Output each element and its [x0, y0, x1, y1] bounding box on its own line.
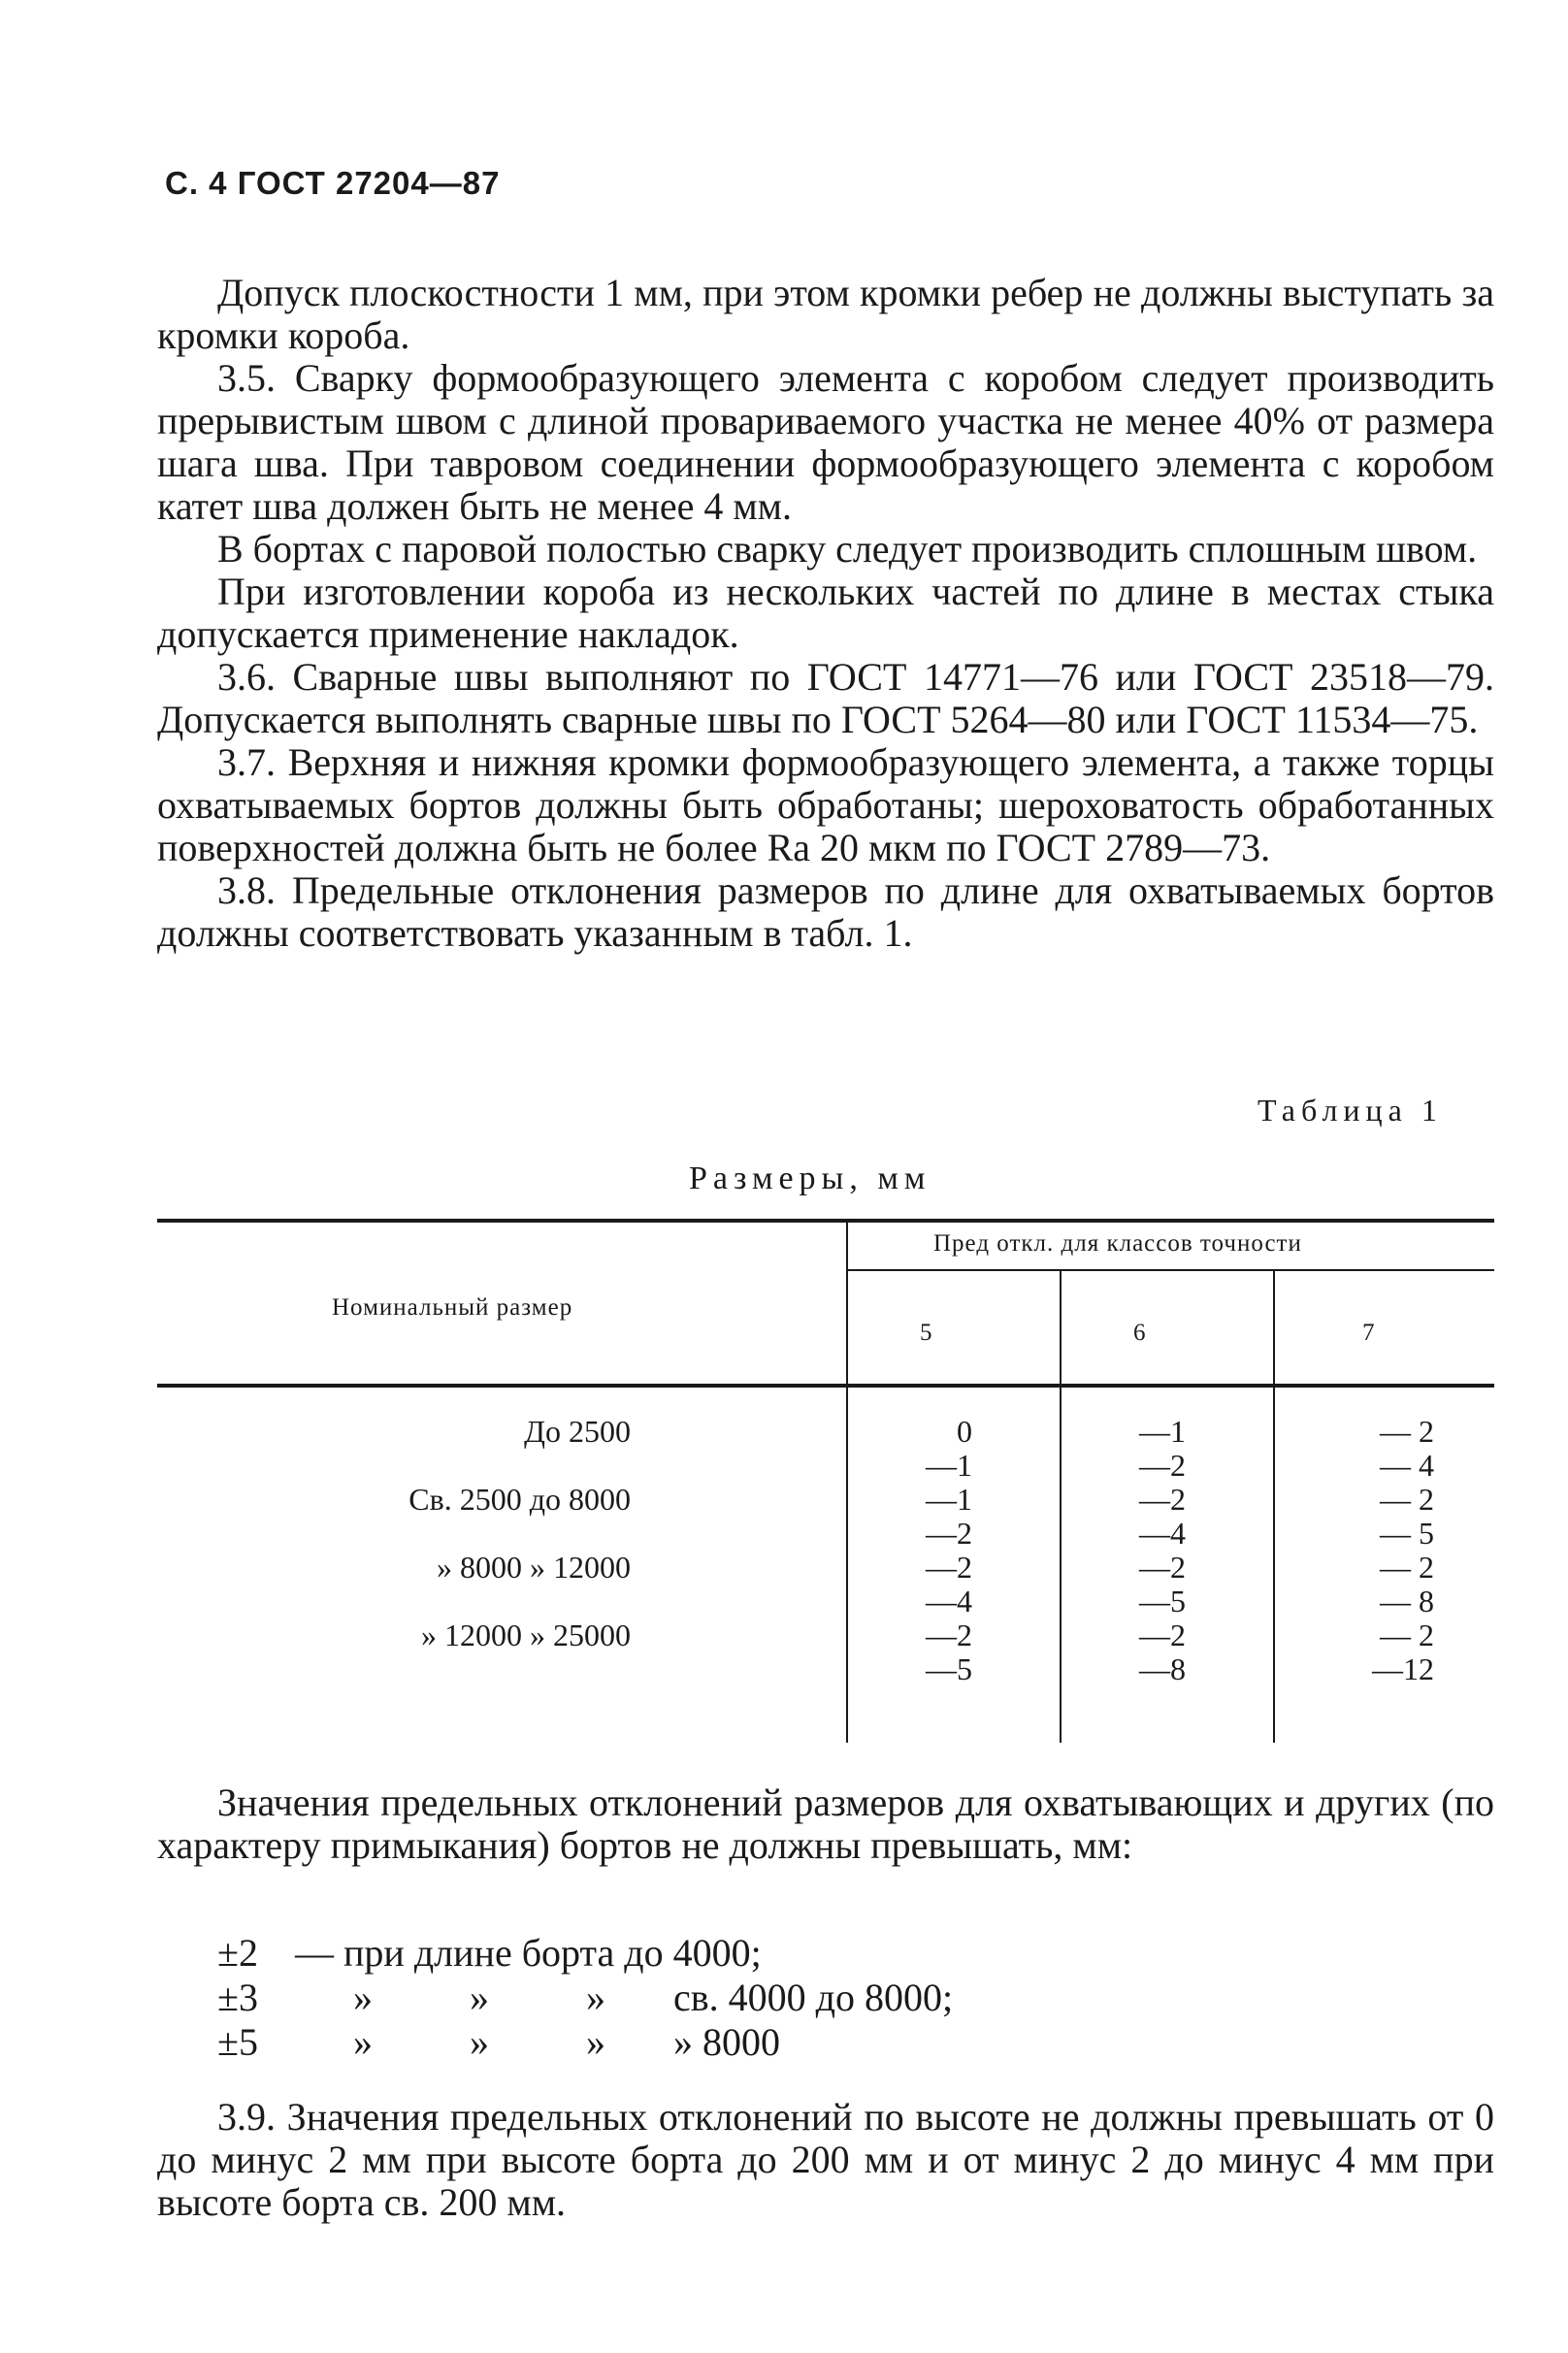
ditto-3b: »	[470, 2020, 489, 2064]
cell-r4-c7-upper: — 2	[1380, 1618, 1434, 1652]
nominal-row-1: До 2500	[524, 1414, 631, 1449]
paragraph-3-8: 3.8. Предельные отклонения размеров по длине для охватываемых бортов должны соответствовать указанным в табл. 1.	[157, 868, 1494, 955]
ditto-3c: »	[586, 2020, 605, 2064]
cell-r2-c7-upper: — 2	[1380, 1482, 1434, 1517]
cell-r3-c6-lower: —5	[1139, 1584, 1186, 1618]
cell-r3-c7-upper: — 2	[1380, 1550, 1434, 1585]
after-table-text	[157, 1781, 1494, 1867]
deviation-value-1: ±2	[217, 1931, 258, 1975]
cell-r1-c6-lower: —2	[1139, 1448, 1186, 1483]
nominal-row-3: » 8000 » 12000	[437, 1550, 631, 1585]
cell-r3-c6-upper: —2	[1139, 1550, 1186, 1585]
cell-r3-c5-lower: —4	[926, 1584, 972, 1618]
paragraph-after-table: Значения предельных отклонений размеров для охватывающих и других (по характеру примыкания) бортов не должны превышать, мм:	[157, 1781, 1494, 1867]
table-group-rule	[848, 1269, 1494, 1271]
table-vline-1	[846, 1219, 848, 1743]
table-vline-2	[1060, 1269, 1062, 1743]
table-header-rule	[157, 1384, 1494, 1388]
cell-r1-c5-upper: 0	[957, 1414, 972, 1449]
cell-r3-c5-upper: —2	[926, 1550, 972, 1585]
ditto-2c: »	[586, 1976, 605, 2019]
nominal-row-4: » 12000 » 25000	[421, 1618, 631, 1652]
nominal-row-2: Св. 2500 до 8000	[408, 1482, 631, 1517]
cell-r1-c5-lower: —1	[926, 1448, 972, 1483]
deviation-text-1: — при длине борта до 4000;	[295, 1931, 762, 1975]
cell-r4-c7-lower: —12	[1372, 1651, 1434, 1686]
deviation-value-3: ±5	[217, 2020, 258, 2064]
deviation-line-1	[217, 1931, 762, 1976]
paragraph-3-9: 3.9. Значения предельных отклонений по высоте не должны превышать от 0 до минус 2 мм при высоте борта до 200 мм и от минус 2 до минус 4 мм при высоте борта св. 200 мм.	[157, 2095, 1494, 2224]
header-class-6: 6	[1133, 1320, 1147, 1346]
table-vline-3	[1273, 1269, 1275, 1743]
cell-r1-c7-upper: — 2	[1380, 1414, 1434, 1449]
paragraph-1: Допуск плоскостности 1 мм, при этом кромки ребер не должны выступать за кромки короба.	[157, 271, 1494, 357]
deviation-value-2: ±3	[217, 1976, 258, 2019]
cell-r4-c5-lower: —5	[926, 1651, 972, 1686]
paragraph-joints: При изготовлении короба из нескольких частей по длине в местах стыка допускается применение накладок.	[157, 570, 1494, 656]
paragraph-3-5: 3.5. Сварку формообразующего элемента с коробом следует производить прерывистым швом с длиной провариваемого участка не менее 40% от размера шага шва. При тавровом соединении формообразующего элемента с коробом катет шва должен быть не менее 4 мм.	[157, 356, 1494, 528]
paragraph-3-7: 3.7. Верхняя и нижняя кромки формообразующего элемента, а также торцы охватываемых бортов должны быть обработаны; шероховатость обработанных поверхностей должна быть не более Ra 20 мкм по ГОСТ 2789—73.	[157, 740, 1494, 869]
cell-r2-c5-lower: —2	[926, 1516, 972, 1551]
final-text	[157, 2096, 1494, 2224]
cell-r4-c6-lower: —8	[1139, 1651, 1186, 1686]
header-class-5: 5	[920, 1320, 933, 1346]
table-top-rule	[157, 1219, 1494, 1223]
ditto-2a: »	[353, 1976, 373, 2019]
header-precision-group: Пред откл. для классов точности	[933, 1230, 1302, 1257]
cell-r1-c6-upper: —1	[1139, 1414, 1186, 1449]
deviation-text-3: » 8000	[673, 2020, 780, 2064]
cell-r2-c5-upper: —1	[926, 1482, 972, 1517]
cell-r4-c6-upper: —2	[1139, 1618, 1186, 1652]
header-class-7: 7	[1362, 1320, 1376, 1346]
cell-r2-c6-lower: —4	[1139, 1516, 1186, 1551]
paragraph-steam: В бортах с паровой полостью сварку следует производить сплошным швом.	[217, 527, 1478, 571]
deviation-text-2: св. 4000 до 8000;	[673, 1976, 954, 2019]
ditto-3a: »	[353, 2020, 373, 2064]
paragraph-3-6: 3.6. Сварные швы выполняют по ГОСТ 14771—76 или ГОСТ 23518—79. Допускается выполнять сварные швы по ГОСТ 5264—80 или ГОСТ 11534—75.	[157, 655, 1494, 741]
cell-r3-c7-lower: — 8	[1380, 1584, 1434, 1618]
table-caption: Таблица 1	[1258, 1093, 1443, 1127]
header-nominal: Номинальный размер	[332, 1294, 573, 1321]
cell-r2-c7-lower: — 5	[1380, 1516, 1434, 1551]
deviation-table	[157, 1219, 1494, 1743]
cell-r2-c6-upper: —2	[1139, 1482, 1186, 1517]
ditto-2b: »	[470, 1976, 489, 2019]
table-subcaption: Размеры, мм	[689, 1160, 931, 1196]
deviation-line-2	[217, 1976, 953, 2020]
cell-r4-c5-upper: —2	[926, 1618, 972, 1652]
page-header: С. 4 ГОСТ 27204—87	[165, 165, 501, 201]
cell-r1-c7-lower: — 4	[1380, 1448, 1434, 1483]
body-text	[157, 272, 1494, 955]
deviation-line-3	[217, 2020, 780, 2065]
